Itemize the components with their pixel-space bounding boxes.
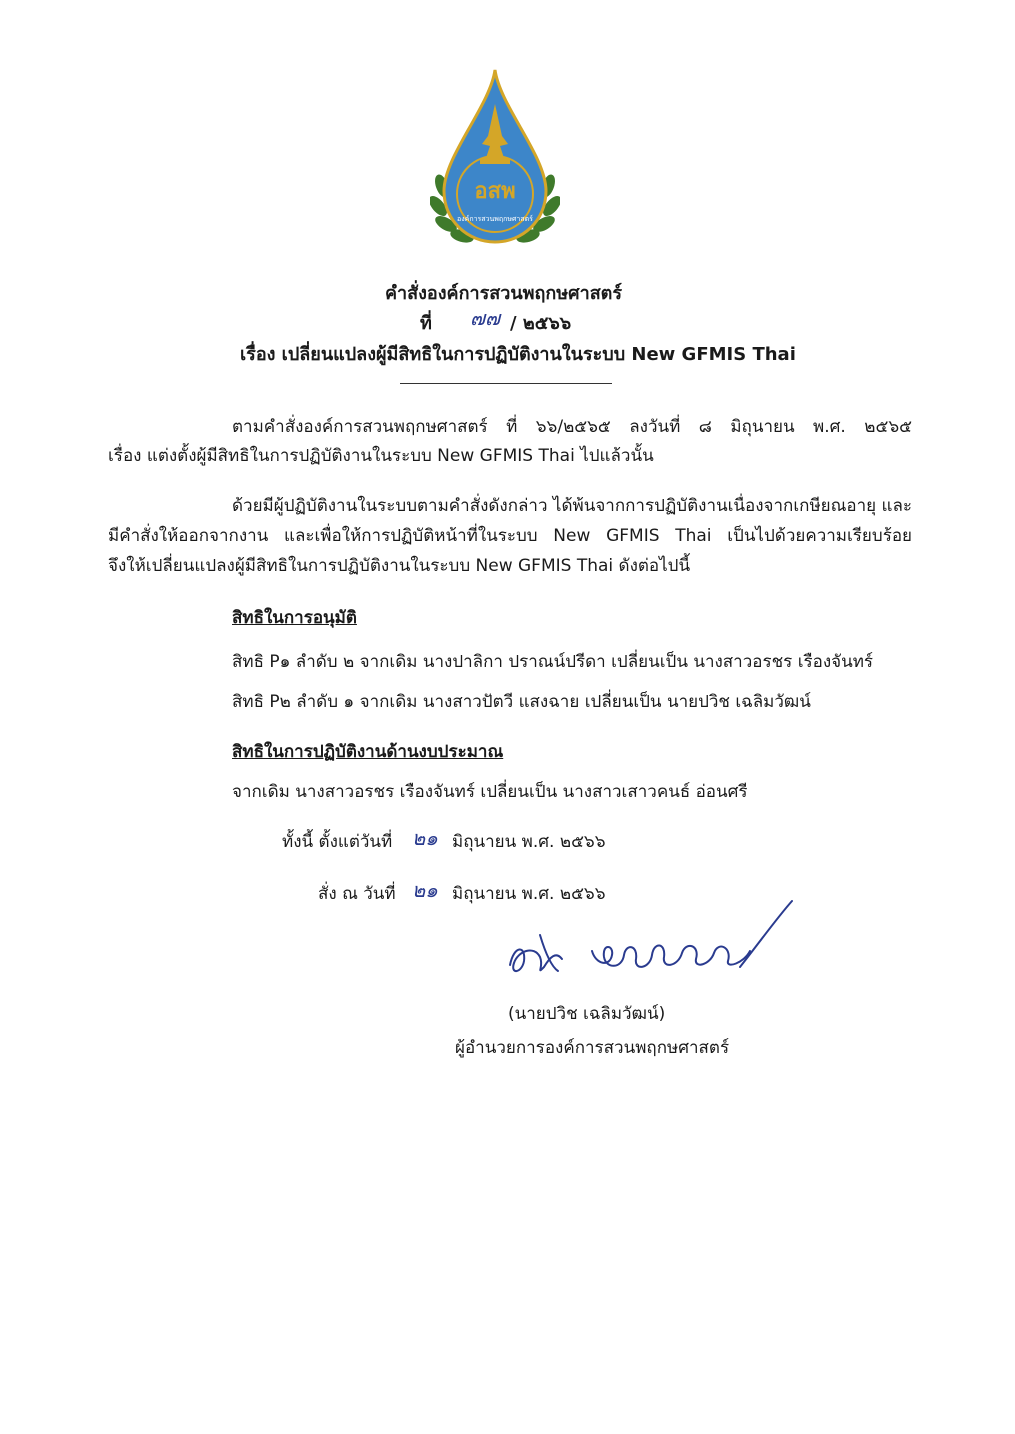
paragraph2-line3: จึงให้เปลี่ยนแปลงผู้มีสิทธิในการปฏิบัติงานในระบบ New GFMIS Thai ดังต่อไปนี้ bbox=[108, 556, 691, 576]
order-subject: เรื่อง เปลี่ยนแปลงผู้มีสิทธิในการปฏิบัติงานในระบบ New GFMIS Thai bbox=[240, 344, 796, 365]
ordered-prefix: สั่ง ณ วันที่ bbox=[318, 884, 396, 904]
organization-logo bbox=[430, 66, 560, 246]
approval-item-2: สิทธิ P๒ ลำดับ ๑ จากเดิม นางสาวปัตวี แสงฉาย เปลี่ยนเป็น นายปวิช เฉลิมวัฒน์ bbox=[232, 692, 811, 712]
order-title: คำสั่งองค์การสวนพฤกษศาสตร์ bbox=[385, 283, 623, 304]
handwritten-signature bbox=[500, 895, 800, 985]
signatory-position: ผู้อำนวยการองค์การสวนพฤกษศาสตร์ bbox=[455, 1038, 730, 1058]
paragraph1-line1: ตามคำสั่งองค์การสวนพฤกษศาสตร์ ที่ ๖๖/๒๕๖๕ ลงวันที่ ๘ มิถุนายน พ.ศ. ๒๕๖๕ bbox=[232, 417, 912, 437]
effective-day-handwritten: ๒๑ bbox=[412, 826, 438, 850]
ordered-suffix: มิถุนายน พ.ศ. ๒๕๖๖ bbox=[452, 884, 606, 904]
paragraph1-line2: เรื่อง แต่งตั้งผู้มีสิทธิในการปฏิบัติงานในระบบ New GFMIS Thai ไปแล้วนั้น bbox=[108, 446, 654, 466]
paragraph2-line1: ด้วยมีผู้ปฏิบัติงานในระบบตามคำสั่งดังกล่าว ได้พ้นจากการปฏิบัติงานเนื่องจากเกษียณอายุ และ bbox=[232, 496, 913, 516]
logo-caption: องค์การสวนพฤกษศาสตร์ bbox=[457, 215, 533, 223]
effective-suffix: มิถุนายน พ.ศ. ๒๕๖๖ bbox=[452, 832, 606, 852]
approval-heading: สิทธิในการอนุมัติ bbox=[232, 608, 357, 628]
order-number-handwritten: ๗๗ bbox=[470, 306, 501, 330]
paragraph2-line2: มีคำสั่งให้ออกจากงาน และเพื่อให้การปฏิบัติหน้าที่ในระบบ New GFMIS Thai เป็นไปด้วยความเรียบร้อย bbox=[108, 526, 912, 546]
approval-item-1: สิทธิ P๑ ลำดับ ๒ จากเดิม นางปาลิกา ปราณน์ปรีดา เปลี่ยนเป็น นางสาวอรชร เรืองจันทร์ bbox=[232, 652, 874, 672]
order-number-suffix: / ๒๕๖๖ bbox=[510, 313, 572, 334]
order-number-label: ที่ bbox=[420, 313, 432, 334]
budget-heading: สิทธิในการปฏิบัติงานด้านงบประมาณ bbox=[232, 742, 504, 762]
effective-prefix: ทั้งนี้ ตั้งแต่วันที่ bbox=[282, 832, 393, 852]
title-divider bbox=[400, 383, 612, 384]
logo-monogram: อสพ bbox=[474, 178, 516, 204]
signatory-name: (นายปวิช เฉลิมวัฒน์) bbox=[508, 1004, 666, 1024]
budget-item-1: จากเดิม นางสาวอรชร เรืองจันทร์ เปลี่ยนเป็น นางสาวเสาวคนธ์ อ่อนศรี bbox=[232, 782, 748, 802]
ordered-day-handwritten: ๒๑ bbox=[412, 878, 438, 902]
